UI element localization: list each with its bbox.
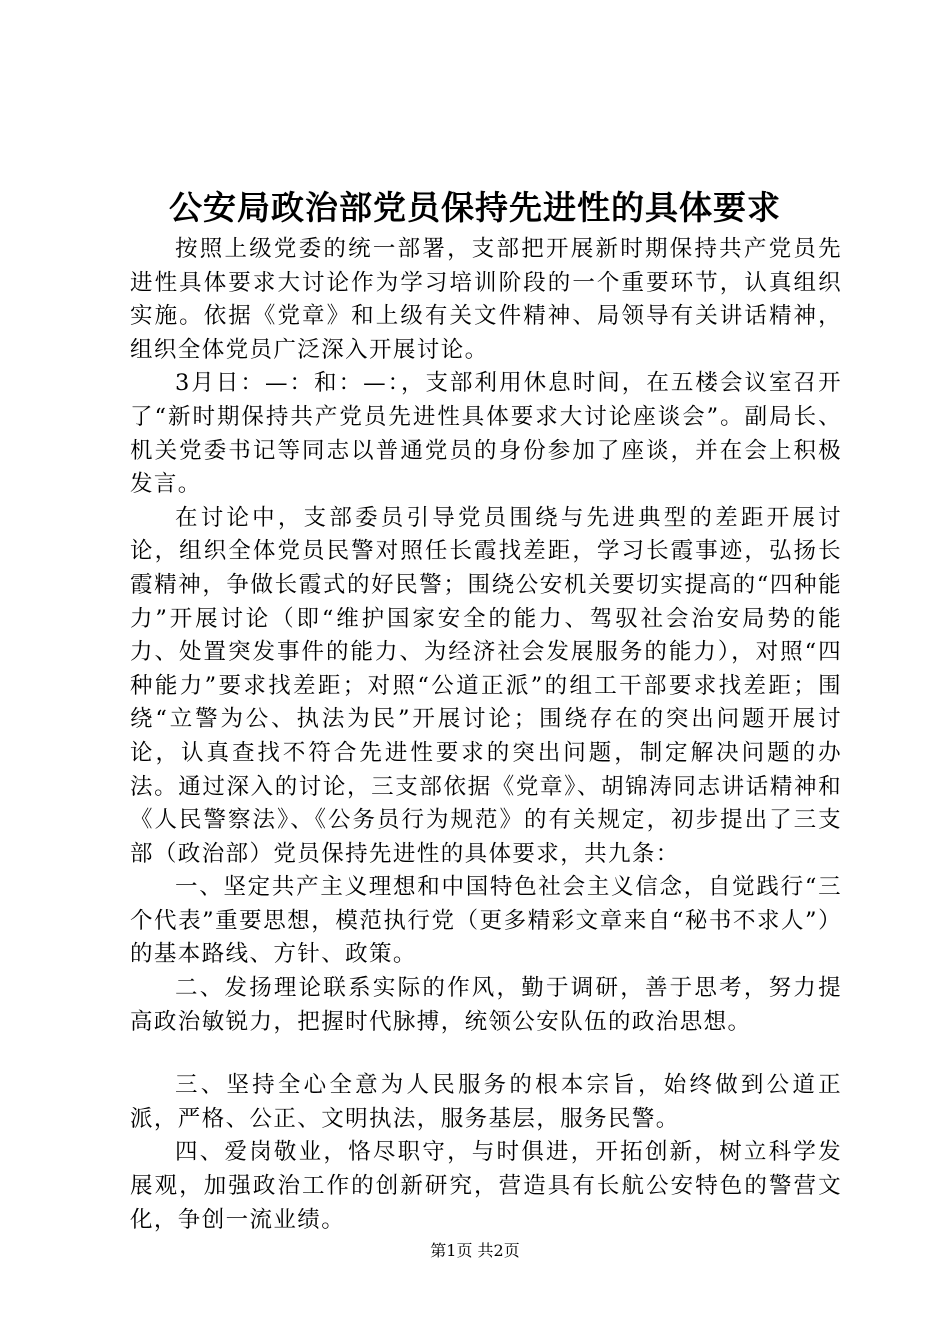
- requirement-item-3: 三、坚持全心全意为人民服务的根本宗旨，始终做到公道正派，严格、公正、文明执法，服务基层，服务民警。: [130, 1072, 842, 1132]
- paragraph-discussion: 在讨论中，支部委员引导党员围绕与先进典型的差距开展讨论，组织全体党员民警对照任长霞找差距，学习长霞事迹，弘扬长霞精神，争做长霞式的好民警；围绕公安机关要切实提高的“四种能力”开展讨论（即“维护国家安全的能力、驾驭社会治安局势的能力、处置突发事件的能力、为经济社会发展服务的能力），对照“四种能力”要求找差距；对照“公道正派”的组工干部要求找差距；围绕“立警为公、执法为民”开展讨论；围绕存在的突出问题开展讨论，认真查找不符合先进性要求的突出问题，制定解决问题的办法。通过深入的讨论，三支部依据《党章》、胡锦涛同志讲话精神和《人民警察法》、《公务员行为规范》的有关规定，初步提出了三支部（政治部）党员保持先进性的具体要求，共九条：: [130, 504, 842, 867]
- requirement-item-2: 二、发扬理论联系实际的作风，勤于调研，善于思考，努力提高政治敏锐力，把握时代脉搏，统领公安队伍的政治思想。: [130, 975, 842, 1035]
- page-footer: 第1页 共2页: [430, 1241, 520, 1260]
- requirement-item-4: 四、爱岗敬业，恪尽职守，与时俱进，开拓创新，树立科学发展观，加强政治工作的创新研究，营造具有长航公安特色的警营文化，争创一流业绩。: [130, 1139, 842, 1233]
- paragraph-intro: 按照上级党委的统一部署，支部把开展新时期保持共产党员先进性具体要求大讨论作为学习培训阶段的一个重要环节，认真组织实施。依据《党章》和上级有关文件精神、局领导有关讲话精神，组织全体党员广泛深入开展讨论。: [130, 236, 842, 363]
- requirement-item-1: 一、坚定共产主义理想和中国特色社会主义信念，自觉践行“三个代表”重要思想，模范执行党（更多精彩文章来自“秘书不求人”）的基本路线、方针、政策。: [130, 874, 842, 968]
- document-title: 公安局政治部党员保持先进性的具体要求: [169, 188, 781, 227]
- document-body: [130, 233, 842, 1237]
- paragraph-meeting: 3月日：—：和：—：，支部利用休息时间，在五楼会议室召开了“新时期保持共产党员先进性具体要求大讨论座谈会”。副局长、机关党委书记等同志以普通党员的身份参加了座谈，并在会上积极发言。: [130, 370, 842, 498]
